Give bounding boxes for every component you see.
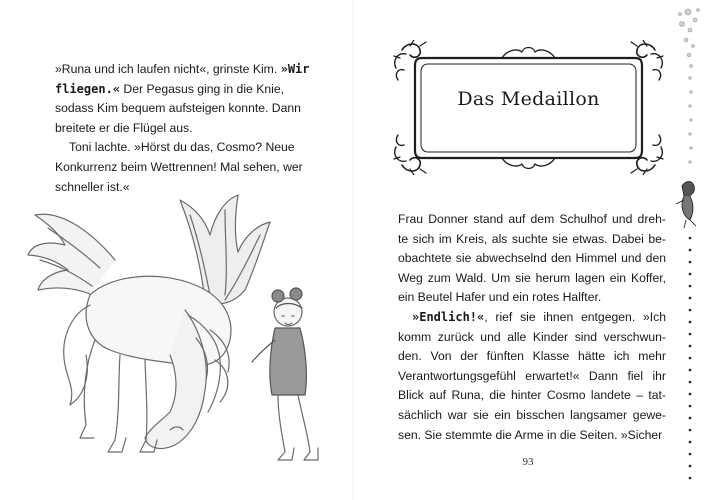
text-run: Blick auf Runa, die hinter Cosmo landete – tat-: [398, 388, 666, 403]
text-run: komm zurück und alle Kinder sind verschwun-: [398, 329, 666, 344]
text-run: den Weg zum Wald. Um sie herum lagen ein: [398, 251, 667, 285]
text-line: [398, 349, 666, 363]
text-run: sen. Sie stemmte die Arme in die Seiten. »Sicher: [398, 427, 663, 442]
text-line: [398, 428, 662, 442]
text-line: [55, 62, 277, 76]
text-line: [412, 310, 666, 324]
text-run: den. Von der fünften Klasse hätte ich mehr: [398, 349, 666, 364]
bold-text-run: »Endlich!«: [412, 309, 485, 324]
text-run: obachtete sie abwechselnd den Himmel und: [398, 251, 642, 266]
text-run: Verantwortungsgefühl erwartet!« Dann fiel ihr: [398, 368, 666, 383]
text-run: sächlich war sie ein bisschen langsamer gewe-: [398, 407, 666, 422]
text-run: Toni lachte. »Hörst du das, Cosmo? Neue: [69, 140, 295, 155]
left-page-text: [55, 60, 317, 197]
text-run: Koffer, ein Beutel Hafer und ein rotes Halfter.: [398, 270, 666, 305]
text-run: breitete er die Flügel aus.: [55, 120, 193, 135]
right-page-text: [398, 210, 666, 445]
chapter-title: Das Medaillon: [457, 88, 600, 110]
text-line: [398, 212, 666, 226]
text-run: te sich im Kreis, als suchte sie etwas. Dabei be-: [398, 231, 666, 246]
page-number: 93: [522, 456, 534, 468]
text-run: Konkurrenz beim Wettrennen! Mal sehen, wer: [55, 159, 303, 174]
paragraph: [398, 308, 666, 445]
paragraph: [55, 60, 317, 138]
text-line: [398, 251, 641, 265]
text-line: [398, 388, 666, 402]
pegasus-and-girl-illustration: [20, 190, 340, 475]
text-line: [398, 232, 666, 246]
text-run: Der Pegasus ging in die Knie,: [120, 81, 284, 96]
text-line: [398, 408, 666, 422]
text-line: [69, 140, 295, 154]
text-run: schneller ist.«: [55, 179, 130, 194]
text-run: sodass Kim bequem aufsteigen konnte. Dann: [55, 101, 301, 116]
text-run: Frau Donner stand auf dem Schulhof und dreh-: [398, 212, 666, 226]
text-line: [55, 121, 193, 135]
paragraph: [55, 138, 317, 197]
text-run: »Runa und ich laufen nicht«, grinste Kim.: [55, 62, 278, 76]
bold-text-run: »Wir fliegen.«: [55, 62, 310, 96]
sparkle-edge-decoration: [660, 0, 707, 500]
text-line: [55, 160, 303, 174]
text-line: [55, 101, 301, 115]
text-line: [398, 330, 666, 344]
text-line: [398, 369, 666, 383]
paragraph: [398, 210, 666, 308]
text-run: , rief sie ihnen entgegen. »Ich: [484, 309, 666, 324]
